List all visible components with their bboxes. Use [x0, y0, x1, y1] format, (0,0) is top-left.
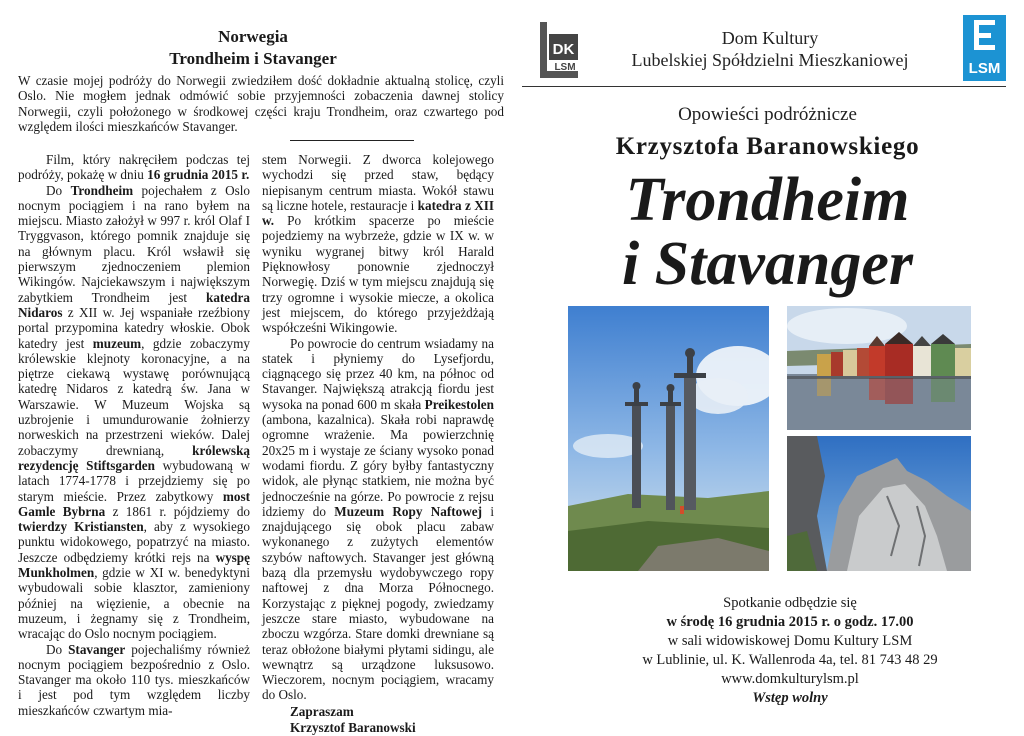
highlight-munkholmen: wyspę Munkholmen	[18, 549, 250, 581]
event-info	[580, 594, 1000, 708]
signature-greeting: Zapraszam	[290, 703, 354, 719]
org-line-2: Lubelskiej Spółdzielni Mieszkaniowej	[631, 50, 909, 70]
signature	[262, 704, 494, 736]
header-divider	[522, 86, 1006, 87]
text-run: wybudowaną w latach 1774-1778 i przejdziemy się po starym mieście. Przez zabytkowy	[18, 457, 251, 504]
organization-name	[584, 27, 956, 71]
article-title-country: Norwegia	[218, 27, 288, 46]
text-run: Po powrocie do centrum wsiadamy na statek i płyniemy do Lysefjordu, ciągnącego się przez 40 km, na północ od Stavanger. Największą atrakcją fiordu jest wysoka na ponad 600 m skała	[262, 335, 494, 412]
article-title-cities: Trondheim i Stavanger	[169, 49, 337, 68]
text-column-2	[262, 152, 494, 736]
series-name: Opowieści podróżnicze	[678, 104, 857, 125]
text-run: (ambona, kazalnica). Skała robi naprawdę ogromne wrażenie. Ma powierzchnię 20x25 m i wystaje ze ściany wysoko ponad wodami fiordu. Z góry byłby fantastyczny widok, ale płynąc statkiem, nie można być jednocześnie na górze. Po powrocie z rejsu idziemy do	[262, 412, 494, 519]
event-address: w Lublinie, ul. K. Wallenroda 4a, tel. 81 743 48 29	[642, 652, 938, 668]
paragraph-stavanger	[18, 642, 250, 718]
highlight-oil-museum: Muzeum Ropy Naftowej	[334, 503, 483, 519]
event-venue: w sali widowiskowej Domu Kultury LSM	[667, 633, 913, 649]
film-date: 16 grudnia 2015 r.	[147, 167, 250, 183]
text-run: z 1861 r. pójdziemy do	[105, 503, 251, 519]
event-free-entry: Wstęp wolny	[752, 690, 828, 706]
lsm-logo	[963, 15, 1006, 81]
dk-logo-letters: DK	[552, 41, 575, 58]
houses-image	[787, 306, 971, 430]
swords-image	[568, 306, 769, 571]
dk-lsm-logo	[538, 20, 580, 80]
text-run: , aby z wysokiego punktu widokowego, popatrzyć na miasto. Jeszcze odbędziemy krótki rejs na	[18, 519, 250, 565]
highlight-kristiansten: twierdzy Kristiansten	[18, 519, 144, 535]
event-intro: Spotkanie odbędzie się	[723, 595, 857, 611]
text-run: Film, który nakręciłem podczas tej podróży, pokażę w dniu	[18, 152, 250, 183]
event-date: w środę 16 grudnia 2015 r. o godz. 17.00	[666, 614, 914, 630]
text-run: pojechaliśmy również nocnym pociągiem bezpośrednio z Oslo. Stavanger ma około 110 tys. mieszkańców i jest pod tym względem liczby mieszkańców czwartym mia-	[18, 641, 250, 718]
cliffs-image	[787, 436, 971, 571]
text-run: Do	[46, 182, 71, 198]
text-run: , gdzie zobaczymy królewskie klejnoty koronacyjne, a na piętrze ciekawą wystawę porównującą katedrę Nidaros z katedrą św. Jana w Warszawie. W Muzeum Wojska są uzbrojenie i umundurowanie żołnierzy norweskich na przestrzeni wieków. Dalej zobaczymy drewnianą,	[18, 335, 250, 458]
swords-photo	[568, 306, 769, 571]
intro-divider	[290, 140, 414, 141]
highlight-bridge: most Gamle Bybrna	[18, 488, 250, 519]
text-column-1	[18, 152, 250, 718]
highlight-museum: muzeum	[92, 335, 142, 351]
signature-name: Krzysztof Baranowski	[290, 719, 416, 735]
org-line-1: Dom Kultury	[721, 28, 819, 48]
dk-logo-icon	[538, 20, 580, 80]
text-run: z XII w. Jej wspaniałe rzeźbiony portal przypomina katedry włoskie. Obok katedry jest	[18, 304, 250, 351]
main-title-line-2: i Stavanger	[621, 230, 914, 298]
text-run: stem Norwegii. Z dworca kolejowego wychodzi się przed staw, będący niepisanym centrum miasta. Wokół stawu są liczne hotele, restauracje i	[262, 152, 494, 213]
text-run: Do	[46, 641, 69, 657]
highlight-trondheim: Trondheim	[70, 182, 134, 198]
text-run: , gdzie w XI w. benedyktyni wybudowali sobie klasztor, zamieniony później na więzienie, a obecnie na muzeum, i żegnamy się z Trondheim, wracając do Oslo nocnym pociągiem.	[18, 565, 250, 642]
main-title	[540, 168, 995, 296]
highlight-cathedral: katedra z XII w.	[262, 197, 494, 229]
cliffs-photo	[787, 436, 971, 571]
author-name: Krzysztofa Baranowskiego	[615, 133, 920, 160]
paragraph-film	[18, 152, 250, 183]
dk-logo-lsm: LSM	[554, 62, 576, 73]
intro-paragraph: W czasie mojej podróży do Norwegii zwiedziłem dość dokładnie aktualną stolicę, czyli Oslo. Nie mogłem jednak odmówić sobie przyjemności zobaczenia dawnej stolicy Norwegii, czyli położonego w środkowej części kraju Trondheim, oraz czwartego pod względem ilości mieszkańców Stavanger.	[18, 73, 504, 134]
highlight-nidaros: katedra Nidaros	[18, 289, 250, 320]
main-title-line-1: Trondheim	[625, 166, 910, 234]
article-title	[18, 26, 488, 70]
paragraph-stavanger-cont	[262, 152, 494, 336]
text-run: Po krótkim spacerze po mieście pojedziemy na wybrzeże, gdzie w IX w. w wyniku wygranej bitwy król Harald Pięknowłosy ponownie zjednoczył Norwegię. Dziś w tym miejscu znajdują się trzy ogromne i wysokie miecze, a okolica jest miejscem, do którego przyjeżdżają współcześni Wikingowie.	[262, 213, 494, 336]
text-run: pojechałem z Oslo nocnym pociągiem i na rano byłem na miejscu. Miasto założył w 997 r. król Olaf I Tryggvason, którego pomnik znajduje się na głównym placu. Król wsławił się pierwszym zjednoczeniem plemion Wikingów. Najciekawszym i największym zabytkiem Trondheim jest	[18, 182, 251, 305]
highlight-stavanger: Stavanger	[68, 641, 126, 657]
lsm-logo-icon	[963, 15, 1006, 81]
lsm-logo-letters: LSM	[968, 60, 1001, 77]
paragraph-trondheim	[18, 183, 250, 642]
text-run: i znajdującego się obok placu zabaw wykonanego z zużytych elementów szybów naftowych. Stavanger jest główną bazą dla przemysłu wydobywczego ropy naftowej z dna Morza Północnego. Korzystając z pięknej pogody, zwiedzamy jeszcze stare miasto, wybudowane na zboczu wzgórza. Stare domki drewniane są teraz obłożone białymi płytami sidingu, ale wewnątrz są urządzone luksusowo. Wieczorem, nocnym pociągiem, wracamy do Oslo.	[262, 503, 494, 703]
paragraph-fjord	[262, 336, 494, 703]
event-website[interactable]: www.domkulturylsm.pl	[721, 671, 859, 687]
highlight-preikestolen: Preikestolen	[424, 396, 494, 412]
highlight-stiftsgarden: królewską rezydencję Stiftsgarden	[18, 442, 250, 473]
houses-photo	[787, 306, 971, 430]
